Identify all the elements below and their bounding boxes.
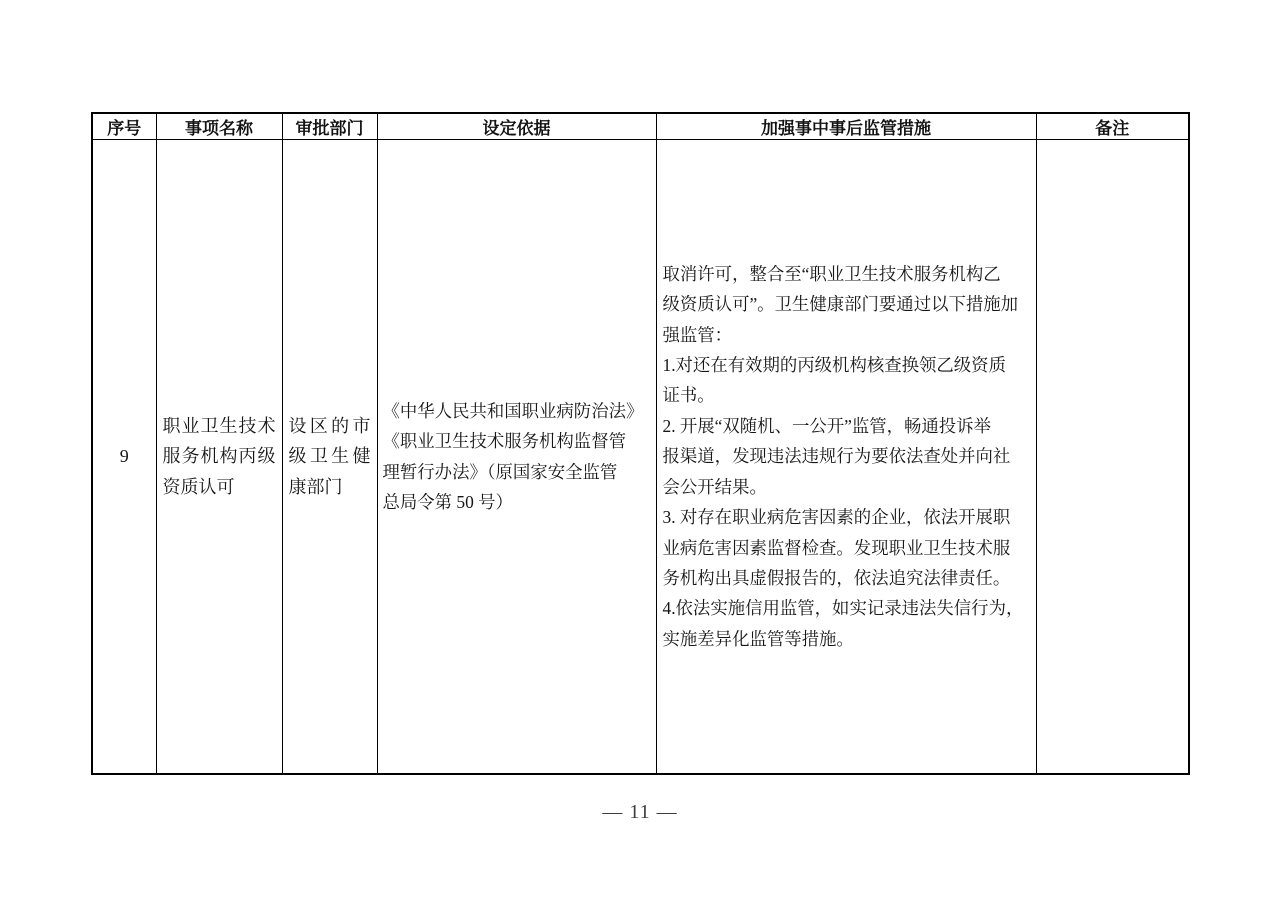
cell-supervision-measures: 取消许可，整合至“职业卫生技术服务机构乙 级资质认可”。卫生健康部门要通过以下措施加 强监管： 1.对还在有效期的丙级机构核查换领乙级资质 证书。 2. 开展“双随机、一公开”监管，畅通投诉举 报渠道，发现违法违规行为要依法查处并向社 会公开结果。 3. 对存在职业病危害因素的企业，依法开展职 业病危害因素监督检查。发现职业卫生技术服 务机构出具虚假报告的，依法追究法律责任。 4.依法实施信用监管，如实记录违法失信行为， 实施差异化监管等措施。 [656,140,1036,775]
approval-items-table [91,112,1190,775]
column-header-remarks: 备注 [1036,113,1189,140]
cell-remarks [1036,140,1189,775]
column-header-legal-basis: 设定依据 [377,113,656,140]
cell-approval-department: 设区的市级卫生健康部门 [282,140,377,775]
cell-item-name: 职业卫生技术服务机构丙级资质认可 [156,140,282,775]
header-row [92,113,1189,140]
table-row [92,140,1189,775]
column-header-approval-department: 审批部门 [282,113,377,140]
cell-legal-basis: 《中华人民共和国职业病防治法》 《职业卫生技术服务机构监督管 理暂行办法》（原国家安全监管 总局令第 50 号） [377,140,656,775]
page-number: — 11 — [602,801,678,823]
column-header-item-name: 事项名称 [156,113,282,140]
table-body [92,140,1189,775]
cell-serial-number: 9 [92,140,156,775]
column-header-serial-number: 序号 [92,113,156,140]
table-header [92,113,1189,140]
column-header-supervision-measures: 加强事中事后监管措施 [656,113,1036,140]
